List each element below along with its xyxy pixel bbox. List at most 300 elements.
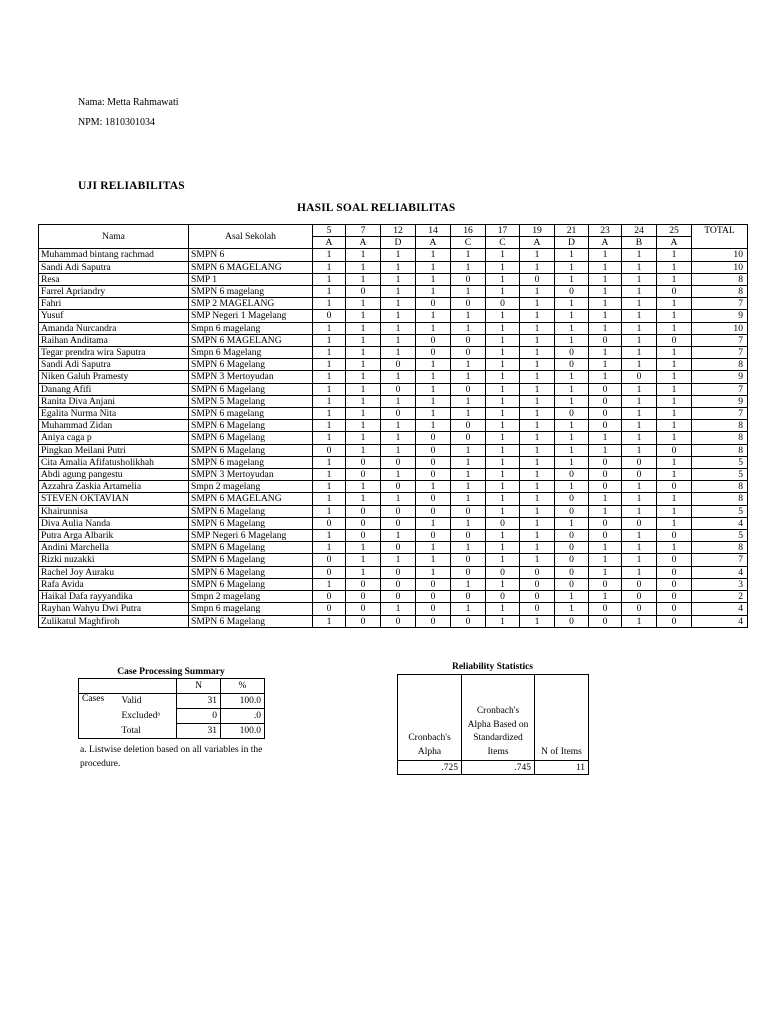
question-number: 23	[589, 225, 622, 237]
answer-key: A	[416, 237, 451, 249]
student-name-cell: Pingkan Meilani Putri	[39, 444, 189, 456]
table-row	[39, 249, 748, 261]
score-cell: 0	[589, 456, 622, 468]
score-cell: 0	[416, 578, 451, 590]
score-cell: 0	[589, 481, 622, 493]
table-row	[39, 456, 748, 468]
score-cell: 1	[346, 298, 381, 310]
score-cell: 1	[622, 481, 657, 493]
score-cell: 1	[657, 273, 692, 285]
score-cell: 0	[346, 530, 381, 542]
score-cell: 0	[657, 530, 692, 542]
score-cell: 0	[381, 578, 416, 590]
score-cell: 1	[657, 249, 692, 261]
score-cell: 1	[381, 444, 416, 456]
score-cell: 1	[657, 298, 692, 310]
total-cell: 7	[692, 347, 748, 359]
total-cell: 7	[692, 298, 748, 310]
score-cell: 1	[555, 298, 589, 310]
score-cell: 1	[451, 517, 486, 529]
score-cell: 1	[313, 383, 346, 395]
score-cell: 0	[451, 566, 486, 578]
score-cell: 0	[416, 469, 451, 481]
student-name-cell: Rafa Avida	[39, 578, 189, 590]
score-cell: 1	[555, 383, 589, 395]
score-cell: 0	[416, 493, 451, 505]
score-cell: 0	[381, 383, 416, 395]
score-cell: 1	[520, 286, 555, 298]
score-cell: 1	[589, 554, 622, 566]
school-cell: SMPN 6 MAGELANG	[189, 261, 313, 273]
score-cell: 1	[520, 615, 555, 627]
score-cell: 1	[622, 322, 657, 334]
score-cell: 1	[313, 273, 346, 285]
score-cell: 1	[622, 566, 657, 578]
score-cell: 1	[451, 249, 486, 261]
score-cell: 0	[381, 408, 416, 420]
student-name-cell: Abdi agung pangestu	[39, 469, 189, 481]
table-row	[39, 273, 748, 285]
score-cell: 1	[622, 615, 657, 627]
score-cell: 0	[313, 554, 346, 566]
score-cell: 0	[589, 334, 622, 346]
question-number: 12	[381, 225, 416, 237]
score-cell: 1	[313, 395, 346, 407]
table-row	[39, 542, 748, 554]
table-row	[39, 432, 748, 444]
school-cell: SMP 2 MAGELANG	[189, 298, 313, 310]
score-cell: 0	[589, 408, 622, 420]
answer-key: A	[589, 237, 622, 249]
score-cell: 0	[486, 566, 520, 578]
score-cell: 0	[657, 591, 692, 603]
student-name-cell: Rizki nuzakki	[39, 554, 189, 566]
cps-row-n: 31	[177, 724, 221, 739]
score-cell: 0	[416, 334, 451, 346]
col-header-total: TOTAL	[692, 225, 748, 249]
rs-col-std: Cronbach's Alpha Based on Standardized Items	[462, 675, 535, 761]
score-cell: 1	[622, 334, 657, 346]
score-cell: 1	[589, 542, 622, 554]
score-cell: 1	[622, 432, 657, 444]
score-cell: 0	[520, 566, 555, 578]
student-name-cell: Haikal Dafa rayyandika	[39, 591, 189, 603]
score-cell: 1	[520, 505, 555, 517]
table-row	[39, 469, 748, 481]
total-cell: 9	[692, 371, 748, 383]
score-cell: 1	[346, 261, 381, 273]
score-cell: 1	[313, 469, 346, 481]
score-cell: 0	[589, 420, 622, 432]
score-cell: 0	[520, 591, 555, 603]
student-npm: NPM: 1810301034	[78, 117, 155, 128]
answer-key: A	[313, 237, 346, 249]
score-cell: 1	[416, 249, 451, 261]
question-number: 25	[657, 225, 692, 237]
section-title: UJI RELIABILITAS	[78, 180, 185, 192]
total-cell: 4	[692, 615, 748, 627]
table-row	[39, 517, 748, 529]
cps-row-label: Excludedᵃ	[119, 709, 177, 724]
total-cell: 10	[692, 322, 748, 334]
score-cell: 1	[657, 456, 692, 468]
score-cell: 1	[313, 347, 346, 359]
total-cell: 7	[692, 334, 748, 346]
table-row	[39, 420, 748, 432]
table-body	[39, 249, 748, 627]
score-cell: 0	[346, 286, 381, 298]
score-cell: 0	[451, 334, 486, 346]
score-cell: 1	[346, 408, 381, 420]
score-cell: 1	[520, 261, 555, 273]
score-cell: 0	[451, 420, 486, 432]
score-cell: 0	[622, 456, 657, 468]
student-name-cell: Niken Galuh Pramesty	[39, 371, 189, 383]
score-cell: 0	[416, 444, 451, 456]
school-cell: SMPN 6 Magelang	[189, 420, 313, 432]
col-header-nama: Nama	[39, 225, 189, 249]
total-cell: 9	[692, 310, 748, 322]
score-cell: 1	[555, 444, 589, 456]
table-row	[39, 359, 748, 371]
score-cell: 1	[520, 554, 555, 566]
score-cell: 1	[313, 578, 346, 590]
score-cell: 1	[622, 444, 657, 456]
table-row	[39, 481, 748, 493]
student-name-cell: Muhammad bintang rachmad	[39, 249, 189, 261]
score-cell: 1	[346, 420, 381, 432]
rs-std-value: .745	[462, 761, 535, 775]
score-cell: 1	[622, 505, 657, 517]
table-row	[39, 554, 748, 566]
score-cell: 1	[520, 334, 555, 346]
student-name-cell: STEVEN OKTAVIAN	[39, 493, 189, 505]
score-cell: 1	[486, 408, 520, 420]
school-cell: SMPN 3 Mertoyudan	[189, 371, 313, 383]
answer-key: C	[486, 237, 520, 249]
score-cell: 0	[346, 505, 381, 517]
total-cell: 8	[692, 420, 748, 432]
score-cell: 0	[381, 566, 416, 578]
score-cell: 0	[451, 273, 486, 285]
score-cell: 0	[589, 469, 622, 481]
score-cell: 1	[555, 432, 589, 444]
table-row	[39, 530, 748, 542]
total-cell: 8	[692, 444, 748, 456]
score-cell: 1	[657, 469, 692, 481]
total-cell: 10	[692, 249, 748, 261]
question-number: 5	[313, 225, 346, 237]
student-name-cell: Putra Arga Albarik	[39, 530, 189, 542]
total-cell: 4	[692, 566, 748, 578]
table-row	[39, 310, 748, 322]
student-name-cell: Fahri	[39, 298, 189, 310]
student-name-cell: Zulikatul Maghfiroh	[39, 615, 189, 627]
student-name-cell: Yusuf	[39, 310, 189, 322]
score-cell: 1	[520, 469, 555, 481]
score-cell: 1	[622, 249, 657, 261]
cps-row-n: 0	[177, 709, 221, 724]
score-cell: 0	[486, 591, 520, 603]
answer-key: A	[346, 237, 381, 249]
score-cell: 1	[622, 493, 657, 505]
score-cell: 1	[622, 530, 657, 542]
score-cell: 1	[520, 383, 555, 395]
rs-col-items: N of Items	[535, 675, 589, 761]
score-cell: 1	[520, 542, 555, 554]
score-cell: 1	[589, 261, 622, 273]
total-cell: 8	[692, 542, 748, 554]
student-name-cell: Egalita Nurma Nita	[39, 408, 189, 420]
score-cell: 0	[555, 347, 589, 359]
answer-key: D	[381, 237, 416, 249]
score-cell: 1	[346, 542, 381, 554]
cps-footnote: a. Listwise deletion based on all variables in the procedure.	[80, 745, 263, 769]
score-cell: 1	[486, 395, 520, 407]
score-cell: 1	[657, 359, 692, 371]
total-cell: 4	[692, 603, 748, 615]
score-cell: 0	[555, 359, 589, 371]
school-cell: SMPN 3 Mertoyudan	[189, 469, 313, 481]
score-cell: 0	[622, 591, 657, 603]
score-cell: 1	[486, 371, 520, 383]
score-cell: 1	[451, 359, 486, 371]
score-cell: 1	[486, 456, 520, 468]
score-cell: 1	[416, 408, 451, 420]
score-cell: 1	[520, 493, 555, 505]
student-name-cell: Muhammad Zidan	[39, 420, 189, 432]
rs-alpha-value: .725	[398, 761, 462, 775]
score-cell: 0	[451, 383, 486, 395]
score-cell: 1	[520, 359, 555, 371]
score-cell: 1	[589, 286, 622, 298]
score-cell: 1	[416, 261, 451, 273]
score-cell: 1	[555, 395, 589, 407]
score-cell: 1	[589, 273, 622, 285]
score-cell: 1	[313, 359, 346, 371]
score-cell: 1	[313, 249, 346, 261]
score-cell: 0	[589, 530, 622, 542]
score-cell: 0	[346, 578, 381, 590]
score-cell: 1	[451, 310, 486, 322]
score-cell: 1	[520, 481, 555, 493]
score-cell: 1	[313, 298, 346, 310]
table-row	[39, 261, 748, 273]
score-cell: 1	[451, 603, 486, 615]
score-cell: 1	[555, 517, 589, 529]
student-name-cell: Khairunnisa	[39, 505, 189, 517]
total-cell: 8	[692, 286, 748, 298]
total-cell: 7	[692, 554, 748, 566]
score-cell: 0	[451, 530, 486, 542]
question-number: 21	[555, 225, 589, 237]
score-cell: 1	[486, 359, 520, 371]
score-cell: 0	[416, 505, 451, 517]
table-title: HASIL SOAL RELIABILITAS	[297, 202, 456, 214]
score-cell: 1	[657, 408, 692, 420]
score-cell: 0	[555, 542, 589, 554]
answer-key: A	[657, 237, 692, 249]
school-cell: SMPN 6 Magelang	[189, 554, 313, 566]
student-name-cell: Tegar prendra wira Saputra	[39, 347, 189, 359]
score-cell: 1	[657, 261, 692, 273]
score-cell: 0	[451, 505, 486, 517]
score-cell: 0	[381, 542, 416, 554]
score-cell: 1	[313, 456, 346, 468]
total-cell: 8	[692, 493, 748, 505]
score-cell: 1	[451, 444, 486, 456]
score-cell: 1	[622, 542, 657, 554]
school-cell: Smpn 2 magelang	[189, 481, 313, 493]
score-cell: 1	[589, 249, 622, 261]
score-cell: 1	[381, 310, 416, 322]
score-cell: 1	[486, 542, 520, 554]
score-cell: 1	[313, 481, 346, 493]
score-cell: 1	[381, 334, 416, 346]
score-cell: 0	[381, 591, 416, 603]
school-cell: SMPN 6 Magelang	[189, 383, 313, 395]
school-cell: SMPN 6 Magelang	[189, 359, 313, 371]
score-cell: 0	[416, 456, 451, 468]
score-cell: 1	[520, 420, 555, 432]
score-cell: 1	[313, 261, 346, 273]
score-cell: 1	[486, 615, 520, 627]
score-cell: 1	[520, 408, 555, 420]
score-cell: 1	[520, 432, 555, 444]
score-cell: 1	[520, 444, 555, 456]
answer-key: A	[520, 237, 555, 249]
score-cell: 1	[381, 554, 416, 566]
score-cell: 0	[555, 505, 589, 517]
score-cell: 1	[520, 395, 555, 407]
score-cell: 1	[346, 359, 381, 371]
total-cell: 10	[692, 261, 748, 273]
total-cell: 8	[692, 273, 748, 285]
score-cell: 1	[486, 603, 520, 615]
table-row	[39, 444, 748, 456]
score-cell: 1	[451, 542, 486, 554]
score-cell: 1	[381, 395, 416, 407]
score-cell: 1	[555, 334, 589, 346]
score-cell: 1	[657, 310, 692, 322]
score-cell: 1	[589, 591, 622, 603]
table-row	[39, 347, 748, 359]
score-cell: 0	[346, 456, 381, 468]
school-cell: Smpn 6 magelang	[189, 603, 313, 615]
total-cell: 5	[692, 530, 748, 542]
reliability-results-table	[38, 224, 748, 628]
score-cell: 0	[589, 603, 622, 615]
score-cell: 0	[622, 517, 657, 529]
score-cell: 1	[416, 517, 451, 529]
answer-key: B	[622, 237, 657, 249]
score-cell: 0	[451, 554, 486, 566]
table-row	[39, 603, 748, 615]
score-cell: 1	[657, 493, 692, 505]
table-row	[39, 493, 748, 505]
score-cell: 0	[416, 615, 451, 627]
score-cell: 1	[486, 249, 520, 261]
cps-row-pct: .0	[221, 709, 265, 724]
table-row	[39, 408, 748, 420]
score-cell: 0	[346, 603, 381, 615]
question-number: 7	[346, 225, 381, 237]
cps-cases-label: Cases	[79, 694, 119, 739]
score-cell: 1	[313, 542, 346, 554]
score-cell: 0	[622, 578, 657, 590]
score-cell: 1	[346, 432, 381, 444]
score-cell: 1	[657, 542, 692, 554]
total-cell: 7	[692, 383, 748, 395]
score-cell: 1	[589, 322, 622, 334]
score-cell: 1	[313, 432, 346, 444]
score-cell: 0	[451, 591, 486, 603]
score-cell: 1	[381, 298, 416, 310]
score-cell: 1	[381, 347, 416, 359]
score-cell: 1	[589, 371, 622, 383]
cps-row-pct: 100.0	[221, 724, 265, 739]
cps-col-pct: %	[221, 679, 265, 694]
score-cell: 1	[346, 273, 381, 285]
student-name-cell: Resa	[39, 273, 189, 285]
score-cell: 0	[657, 444, 692, 456]
score-cell: 1	[486, 444, 520, 456]
score-cell: 1	[451, 408, 486, 420]
score-cell: 1	[622, 395, 657, 407]
student-name-cell: Sandi Adi Saputra	[39, 261, 189, 273]
score-cell: 1	[416, 371, 451, 383]
reliability-title: Reliability Statistics	[451, 662, 533, 672]
school-cell: SMPN 6 magelang	[189, 456, 313, 468]
score-cell: 1	[589, 359, 622, 371]
student-name-cell: Ranita Diva Anjani	[39, 395, 189, 407]
score-cell: 0	[346, 591, 381, 603]
score-cell: 1	[486, 481, 520, 493]
score-cell: 1	[313, 408, 346, 420]
score-cell: 0	[589, 395, 622, 407]
cps-corner	[79, 679, 177, 694]
total-cell: 5	[692, 469, 748, 481]
score-cell: 1	[555, 310, 589, 322]
score-cell: 1	[416, 481, 451, 493]
score-cell: 1	[346, 554, 381, 566]
score-cell: 1	[622, 420, 657, 432]
school-cell: SMPN 6 Magelang	[189, 517, 313, 529]
score-cell: 1	[451, 493, 486, 505]
score-cell: 1	[451, 481, 486, 493]
school-cell: SMPN 6 Magelang	[189, 578, 313, 590]
score-cell: 1	[657, 383, 692, 395]
header-row-numbers	[39, 225, 748, 237]
score-cell: 1	[622, 359, 657, 371]
score-cell: 1	[451, 371, 486, 383]
score-cell: 0	[520, 578, 555, 590]
score-cell: 1	[416, 359, 451, 371]
cps-row-label: Total	[119, 724, 177, 739]
score-cell: 1	[589, 347, 622, 359]
score-cell: 0	[451, 298, 486, 310]
score-cell: 0	[520, 273, 555, 285]
score-cell: 0	[657, 286, 692, 298]
school-cell: SMPN 5 Magelang	[189, 395, 313, 407]
score-cell: 0	[555, 286, 589, 298]
score-cell: 1	[416, 322, 451, 334]
student-name-cell: Farrel Apriandry	[39, 286, 189, 298]
total-cell: 4	[692, 517, 748, 529]
score-cell: 1	[416, 554, 451, 566]
score-cell: 1	[555, 481, 589, 493]
score-cell: 0	[555, 530, 589, 542]
